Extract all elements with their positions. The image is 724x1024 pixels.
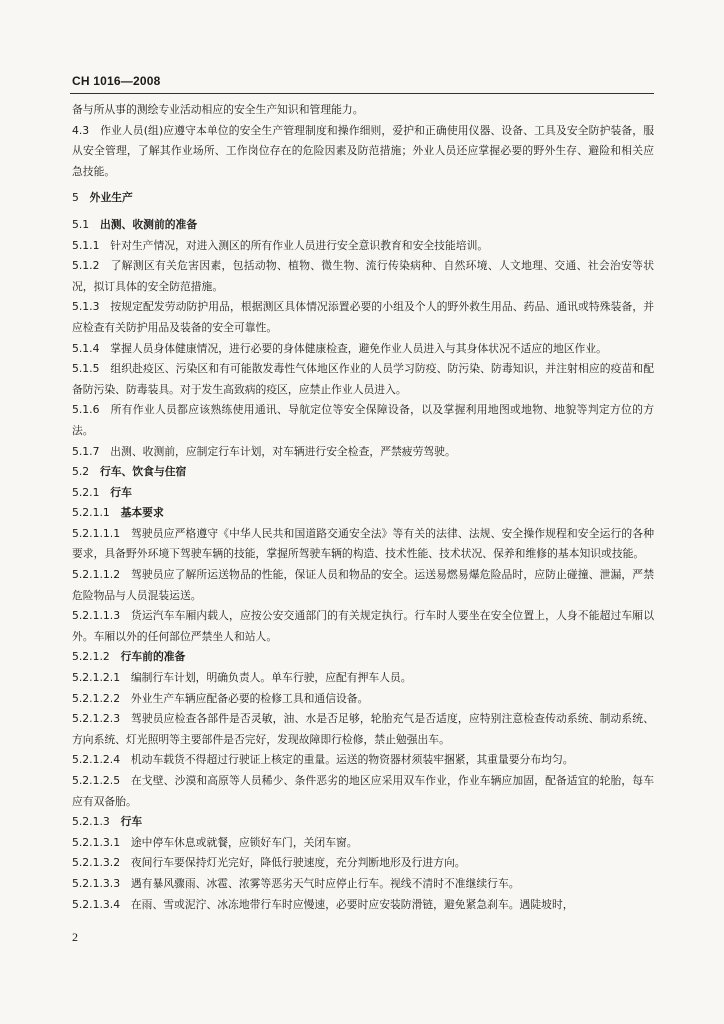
clause-text: 驾驶员应严格遵守《中华人民共和国道路交通安全法》等有关的法律、法规、安全操作规程和安全运行的各种要求，具备野外环境下驾驶车辆的技能，掌握所驾驶车辆的构造、技术性能、技术状况、保养和维修的基本知识或技能。 bbox=[72, 526, 654, 561]
clause-number: 5.1.4 bbox=[72, 341, 111, 355]
clause-paragraph bbox=[72, 689, 654, 710]
section-heading bbox=[72, 462, 654, 483]
clause-text: 所有作业人员都应该熟练使用通讯、导航定位等安全保障设备，以及掌握利用地图或地物、地貌等判定方位的方法。 bbox=[72, 403, 654, 437]
clause-number: 5.2.1.3.2 bbox=[72, 856, 131, 870]
clause-number: 5.1.6 bbox=[72, 403, 111, 417]
clause-number: 5.2 bbox=[72, 465, 100, 479]
clause-text: 行车前的准备 bbox=[120, 650, 186, 664]
clause-number: 5.2.1.2.2 bbox=[72, 691, 131, 705]
clause-text: 组织赴疫区、污染区和有可能散发毒性气体地区作业的人员学习防疫、防污染、防毒知识，并注射相应的疫苗和配备防污染、防毒装具。对于发生高致病的疫区，应禁止作业人员进入。 bbox=[72, 362, 654, 396]
clause-number: 5.2.1.3.1 bbox=[72, 835, 131, 849]
clause-paragraph bbox=[72, 359, 654, 400]
clause-text: 行车 bbox=[110, 485, 132, 499]
clause-paragraph bbox=[72, 236, 654, 257]
clause-text: 途中停车休息或就餐，应锁好车门，关闭车窗。 bbox=[130, 835, 358, 849]
clause-number: 5.2.1.1.2 bbox=[72, 568, 131, 582]
section-heading bbox=[72, 215, 654, 236]
clause-number: 5.2.1 bbox=[72, 485, 111, 499]
clause-text: 夜间行车要保持灯光完好，降低行驶速度，充分判断地形及行进方向。 bbox=[130, 856, 466, 870]
clause-text: 在雨、雪或泥泞、冰冻地带行车时应慢速，必要时应安装防滑链，避免紧急刹车。遇陡坡时， bbox=[130, 897, 574, 911]
clause-number: 4.3 bbox=[72, 123, 100, 137]
clause-number: 5.2.1.1 bbox=[72, 506, 121, 520]
clause-number: 5.2.1.1.3 bbox=[72, 609, 131, 623]
clause-number: 5.2.1.2 bbox=[72, 650, 121, 664]
clause-paragraph bbox=[72, 750, 654, 771]
header-rule bbox=[70, 93, 654, 94]
clause-text: 在戈壁、沙漠和高原等人员稀少、条件恶劣的地区应采用双车作业，作业车辆应加固，配备适宜的轮胎，每车应有双备胎。 bbox=[72, 774, 654, 808]
clause-text: 遇有暴风骤雨、冰雹、浓雾等恶劣天气时应停止行车。视线不清时不准继续行车。 bbox=[130, 876, 520, 890]
clause-number: 5.1.2 bbox=[72, 259, 111, 273]
clause-paragraph bbox=[72, 565, 654, 606]
clause-text: 外业生产车辆应配备必要的检修工具和通信设备。 bbox=[130, 691, 369, 705]
clause-text: 按规定配发劳动防护用品，根据测区具体情况添置必要的小组及个人的野外救生用品、药品、通讯或特殊装备，并应检查有关防护用品及装备的安全可靠性。 bbox=[72, 300, 654, 334]
clause-number: 5.2.1.1.1 bbox=[72, 526, 131, 540]
clause-text: 行车、饮食与住宿 bbox=[99, 465, 187, 479]
document-body bbox=[72, 100, 654, 915]
clause-paragraph bbox=[72, 442, 654, 463]
clause-text: 出测、收测前，应制定行车计划，对车辆进行安全检查，严禁疲劳驾驶。 bbox=[110, 444, 456, 458]
clause-number: 5.2.1.2.5 bbox=[72, 774, 131, 787]
clause-paragraph bbox=[72, 833, 654, 854]
clause-number: 5.2.1.3 bbox=[72, 815, 121, 829]
clause-paragraph bbox=[72, 895, 654, 916]
clause-text: 行车 bbox=[120, 815, 143, 829]
clause-text: 出测、收测前的准备 bbox=[99, 217, 198, 231]
clause-paragraph bbox=[72, 297, 654, 338]
clause-paragraph bbox=[72, 709, 654, 750]
section-heading bbox=[72, 188, 654, 209]
clause-number: 5.1.7 bbox=[72, 444, 111, 458]
clause-number: 5.1.3 bbox=[72, 300, 111, 314]
clause-text: 作业人员(组)应遵守本单位的安全生产管理制度和操作细则，爱护和正确使用仪器、设备、工具及安全防护装备，服从安全管理，了解其作业场所、工作岗位存在的危险因素及防范措施；外业人员还应掌握必要的野外生存、避险和相关应急技能。 bbox=[72, 123, 654, 178]
clause-text: 驾驶员应检查各部件是否灵敏，油、水是否足够，轮胎充气是否适度，应特别注意检查传动系统、制动系统、方向系统、灯光照明等主要部件是否完好，发现故障即行检修，禁止勉强出车。 bbox=[72, 712, 654, 746]
clause-text: 编制行车计划，明确负责人。单车行驶，应配有押车人员。 bbox=[130, 671, 412, 685]
section-heading bbox=[72, 812, 654, 833]
clause-paragraph bbox=[72, 668, 654, 689]
clause-paragraph bbox=[72, 256, 654, 297]
clause-text: 基本要求 bbox=[120, 506, 164, 520]
clause-paragraph bbox=[72, 100, 654, 121]
clause-number: 5.2.1.3.3 bbox=[72, 876, 131, 890]
clause-number: 5.2.1.2.4 bbox=[72, 753, 131, 767]
clause-paragraph bbox=[72, 606, 654, 647]
section-heading bbox=[72, 503, 654, 524]
clause-text: 针对生产情况，对进入测区的所有作业人员进行安全意识教育和安全技能培训。 bbox=[110, 238, 489, 252]
clause-text: 外业生产 bbox=[89, 191, 133, 205]
section-heading bbox=[72, 483, 654, 504]
clause-number: 5.1 bbox=[72, 217, 100, 231]
clause-paragraph bbox=[72, 339, 654, 360]
clause-text: 驾驶员应了解所运送物品的性能，保证人员和物品的安全。运送易燃易爆危险品时，应防止碰撞、泄漏，严禁危险物品与人员混装运送。 bbox=[72, 568, 654, 602]
standard-code-header: CH 1016—2008 bbox=[72, 74, 161, 88]
clause-text: 备与所从事的测绘专业活动相应的安全生产知识和管理能力。 bbox=[72, 103, 364, 116]
clause-paragraph bbox=[72, 400, 654, 441]
clause-number: 5.2.1.3.4 bbox=[72, 897, 131, 911]
clause-text: 机动车载货不得超过行驶证上核定的重量。运送的物资器材须装牢捆紧，其重量要分布均匀。 bbox=[130, 753, 574, 767]
clause-number: 5 bbox=[72, 191, 90, 205]
clause-paragraph bbox=[72, 874, 654, 895]
page-number: 2 bbox=[72, 930, 78, 944]
clause-number: 5.2.1.2.1 bbox=[72, 671, 131, 685]
clause-number: 5.1.5 bbox=[72, 362, 111, 376]
clause-text: 货运汽车车厢内载人，应按公安交通部门的有关规定执行。行车时人要坐在安全位置上，人身不能超过车厢以外。车厢以外的任何部位严禁坐人和站人。 bbox=[72, 609, 654, 643]
clause-paragraph bbox=[72, 853, 654, 874]
clause-paragraph bbox=[72, 524, 654, 565]
clause-text: 掌握人员身体健康情况，进行必要的身体健康检查，避免作业人员进入与其身体状况不适应的地区作业。 bbox=[110, 341, 607, 355]
clause-paragraph bbox=[72, 121, 654, 183]
clause-text: 了解测区有关危害因素，包括动物、植物、微生物、流行传染病种、自然环境、人文地理、交通、社会治安等状况，拟订具体的安全防范措施。 bbox=[72, 259, 654, 293]
section-heading bbox=[72, 647, 654, 668]
clause-paragraph bbox=[72, 771, 654, 812]
clause-number: 5.2.1.2.3 bbox=[72, 712, 131, 726]
clause-number: 5.1.1 bbox=[72, 238, 111, 252]
